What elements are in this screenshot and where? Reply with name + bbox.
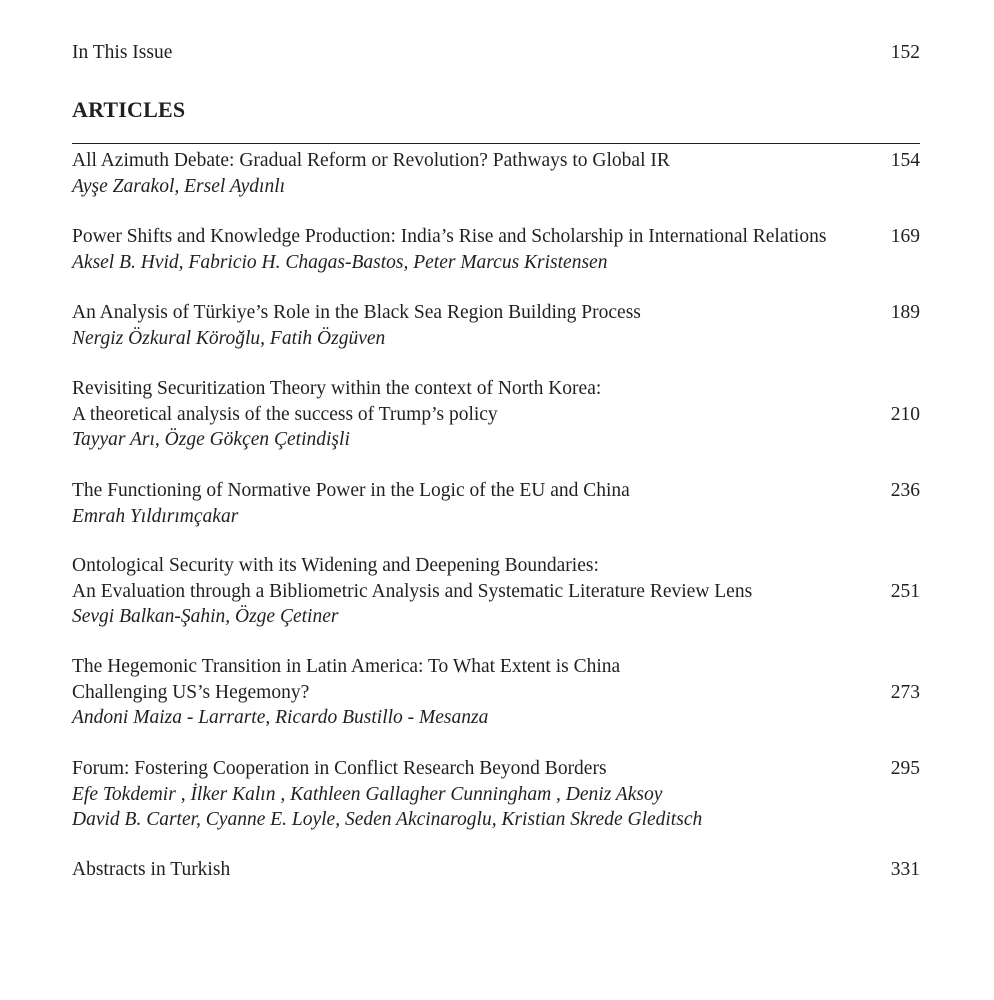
- entry-page: 169: [890, 226, 920, 247]
- toc-entry: [72, 478, 920, 529]
- entry-authors: David B. Carter, Cyanne E. Loyle, Seden Akcinaroglu, Kristian Skrede Gleditsch: [72, 809, 703, 830]
- entry-authors: Efe Tokdemir , İlker Kalın , Kathleen Gallagher Cunningham , Deniz Aksoy: [72, 783, 663, 805]
- toc-entry: [72, 553, 920, 630]
- entry-title: An Analysis of Türkiye’s Role in the Black Sea Region Building Process: [72, 302, 641, 323]
- abstracts-page: 331: [890, 859, 920, 880]
- entry-page: 295: [890, 758, 920, 779]
- entry-page: 236: [890, 480, 920, 501]
- entry-authors: Ayşe Zarakol, Ersel Aydınlı: [72, 175, 286, 197]
- entry-authors: Sevgi Balkan-Şahin, Özge Çetiner: [72, 606, 339, 627]
- entry-title: Power Shifts and Knowledge Production: India’s Rise and Scholarship in International Relations: [72, 226, 827, 247]
- toc-entry: [72, 756, 920, 833]
- in-this-issue-label: In This Issue: [72, 42, 173, 63]
- entry-title: The Hegemonic Transition in Latin America: To What Extent is China: [72, 656, 621, 677]
- in-this-issue-page: 152: [890, 42, 920, 63]
- toc-entry: [72, 654, 920, 731]
- entry-title: Challenging US’s Hegemony?: [72, 681, 310, 703]
- toc-entry: [72, 376, 920, 453]
- abstracts-label: Abstracts in Turkish: [72, 859, 231, 880]
- toc-entry: [72, 148, 920, 199]
- entry-title: Revisiting Securitization Theory within the context of North Korea:: [72, 378, 602, 399]
- entry-page: 251: [890, 580, 920, 602]
- in-this-issue-row: [72, 40, 920, 65]
- entry-page: 273: [890, 681, 920, 703]
- entry-title: All Azimuth Debate: Gradual Reform or Revolution? Pathways to Global IR: [72, 150, 670, 171]
- entry-page: 210: [890, 403, 920, 425]
- section-divider: [72, 143, 920, 144]
- toc-entry: [72, 300, 920, 351]
- entry-authors: Emrah Yıldırımçakar: [72, 505, 239, 527]
- entry-authors: Nergiz Özkural Köroğlu, Fatih Özgüven: [72, 327, 386, 349]
- section-heading: ARTICLES: [72, 97, 186, 122]
- entry-title: An Evaluation through a Bibliometric Analysis and Systematic Literature Review Lens: [72, 580, 753, 602]
- entry-page: 189: [890, 302, 920, 323]
- toc-entry: [72, 224, 920, 275]
- entry-authors: Aksel B. Hvid, Fabricio H. Chagas-Bastos, Peter Marcus Kristensen: [72, 251, 608, 273]
- entry-authors: Tayyar Arı, Özge Gökçen Çetindişli: [72, 429, 350, 450]
- entry-title: Ontological Security with its Widening and Deepening Boundaries:: [72, 555, 599, 576]
- entry-page: 154: [890, 150, 920, 171]
- abstracts-row: [72, 857, 920, 883]
- entry-authors: Andoni Maiza - Larrarte, Ricardo Bustillo - Mesanza: [72, 707, 489, 728]
- entry-title: Forum: Fostering Cooperation in Conflict Research Beyond Borders: [72, 758, 607, 779]
- entry-title: The Functioning of Normative Power in the Logic of the EU and China: [72, 480, 630, 501]
- entry-title: A theoretical analysis of the success of Trump’s policy: [72, 403, 498, 425]
